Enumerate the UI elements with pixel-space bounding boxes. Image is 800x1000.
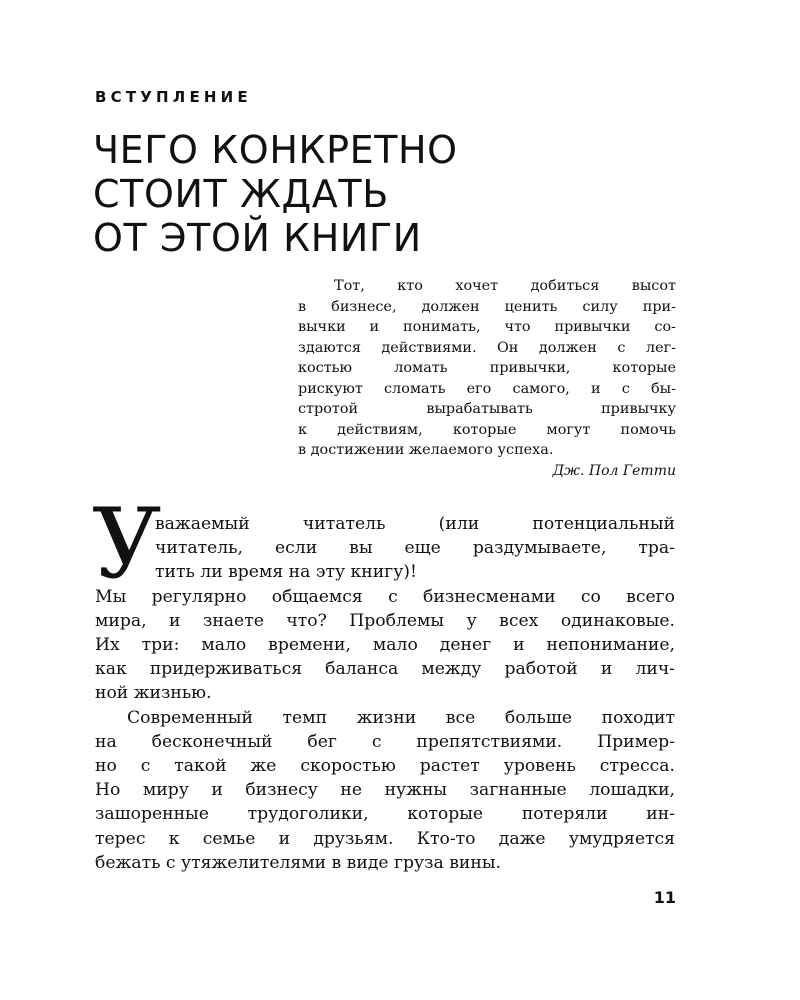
body-line: Их три: мало времени, мало денег и непонимание, <box>95 635 675 656</box>
epigraph-line: здаются действиями. Он должен с лег- <box>298 339 676 356</box>
body-line: мира, и знаете что? Проблемы у всех одинаковые. <box>95 610 675 631</box>
body-line: тить ли время на эту книгу)! <box>155 562 417 583</box>
epigraph-line: костью ломать привычки, которые <box>298 360 676 376</box>
page-number: 11 <box>653 888 676 907</box>
body-line: Мы регулярно общаемся с бизнесменами со всего <box>95 586 675 607</box>
epigraph-line: в достижении желаемого успеха. <box>298 442 554 458</box>
drop-cap: У <box>92 488 162 600</box>
body-line: но с такой же скоростью растет уровень стресса. <box>95 756 675 777</box>
body-line: зашоренные трудоголики, которые потеряли ин- <box>95 804 675 825</box>
epigraph-quote <box>298 276 676 461</box>
body-text <box>95 512 675 875</box>
epigraph-line: в бизнесе, должен ценить силу при- <box>298 298 676 315</box>
body-line: Современный темп жизни все больше походит <box>127 707 675 728</box>
epigraph-line: стротой вырабатывать привычку <box>298 401 676 417</box>
epigraph-line: вычки и понимать, что привычки со- <box>298 319 676 335</box>
body-line: важаемый читатель (или потенциальный <box>155 514 675 534</box>
body-line: читатель, если вы еще раздумываете, тра- <box>155 538 675 559</box>
body-line: Но миру и бизнесу не нужны загнанные лошадки, <box>95 780 675 801</box>
chapter-title-line: ЧЕГО КОНКРЕТНО <box>93 128 458 172</box>
body-line: ной жизнью. <box>95 683 212 704</box>
body-line: на бесконечный бег с препятствиями. Пример- <box>95 731 675 752</box>
epigraph-attribution: Дж. Пол Гетти <box>552 463 676 479</box>
body-line: терес к семье и друзьям. Кто-то даже умудряется <box>95 828 675 849</box>
epigraph-line: Тот, кто хочет добиться высот <box>334 278 676 294</box>
chapter-title <box>93 128 693 260</box>
epigraph-line: рискуют сломать его самого, и с бы- <box>298 380 676 397</box>
section-label: ВСТУПЛЕНИЕ <box>95 88 252 106</box>
chapter-title-line: ОТ ЭТОЙ КНИГИ <box>93 216 422 260</box>
body-line: бежать с утяжелителями в виде груза вины. <box>95 852 501 873</box>
body-line: как придерживаться баланса между работой и лич- <box>95 659 675 680</box>
chapter-title-line: СТОИТ ЖДАТЬ <box>93 172 389 216</box>
epigraph-line: к действиям, которые могут помочь <box>298 421 676 438</box>
